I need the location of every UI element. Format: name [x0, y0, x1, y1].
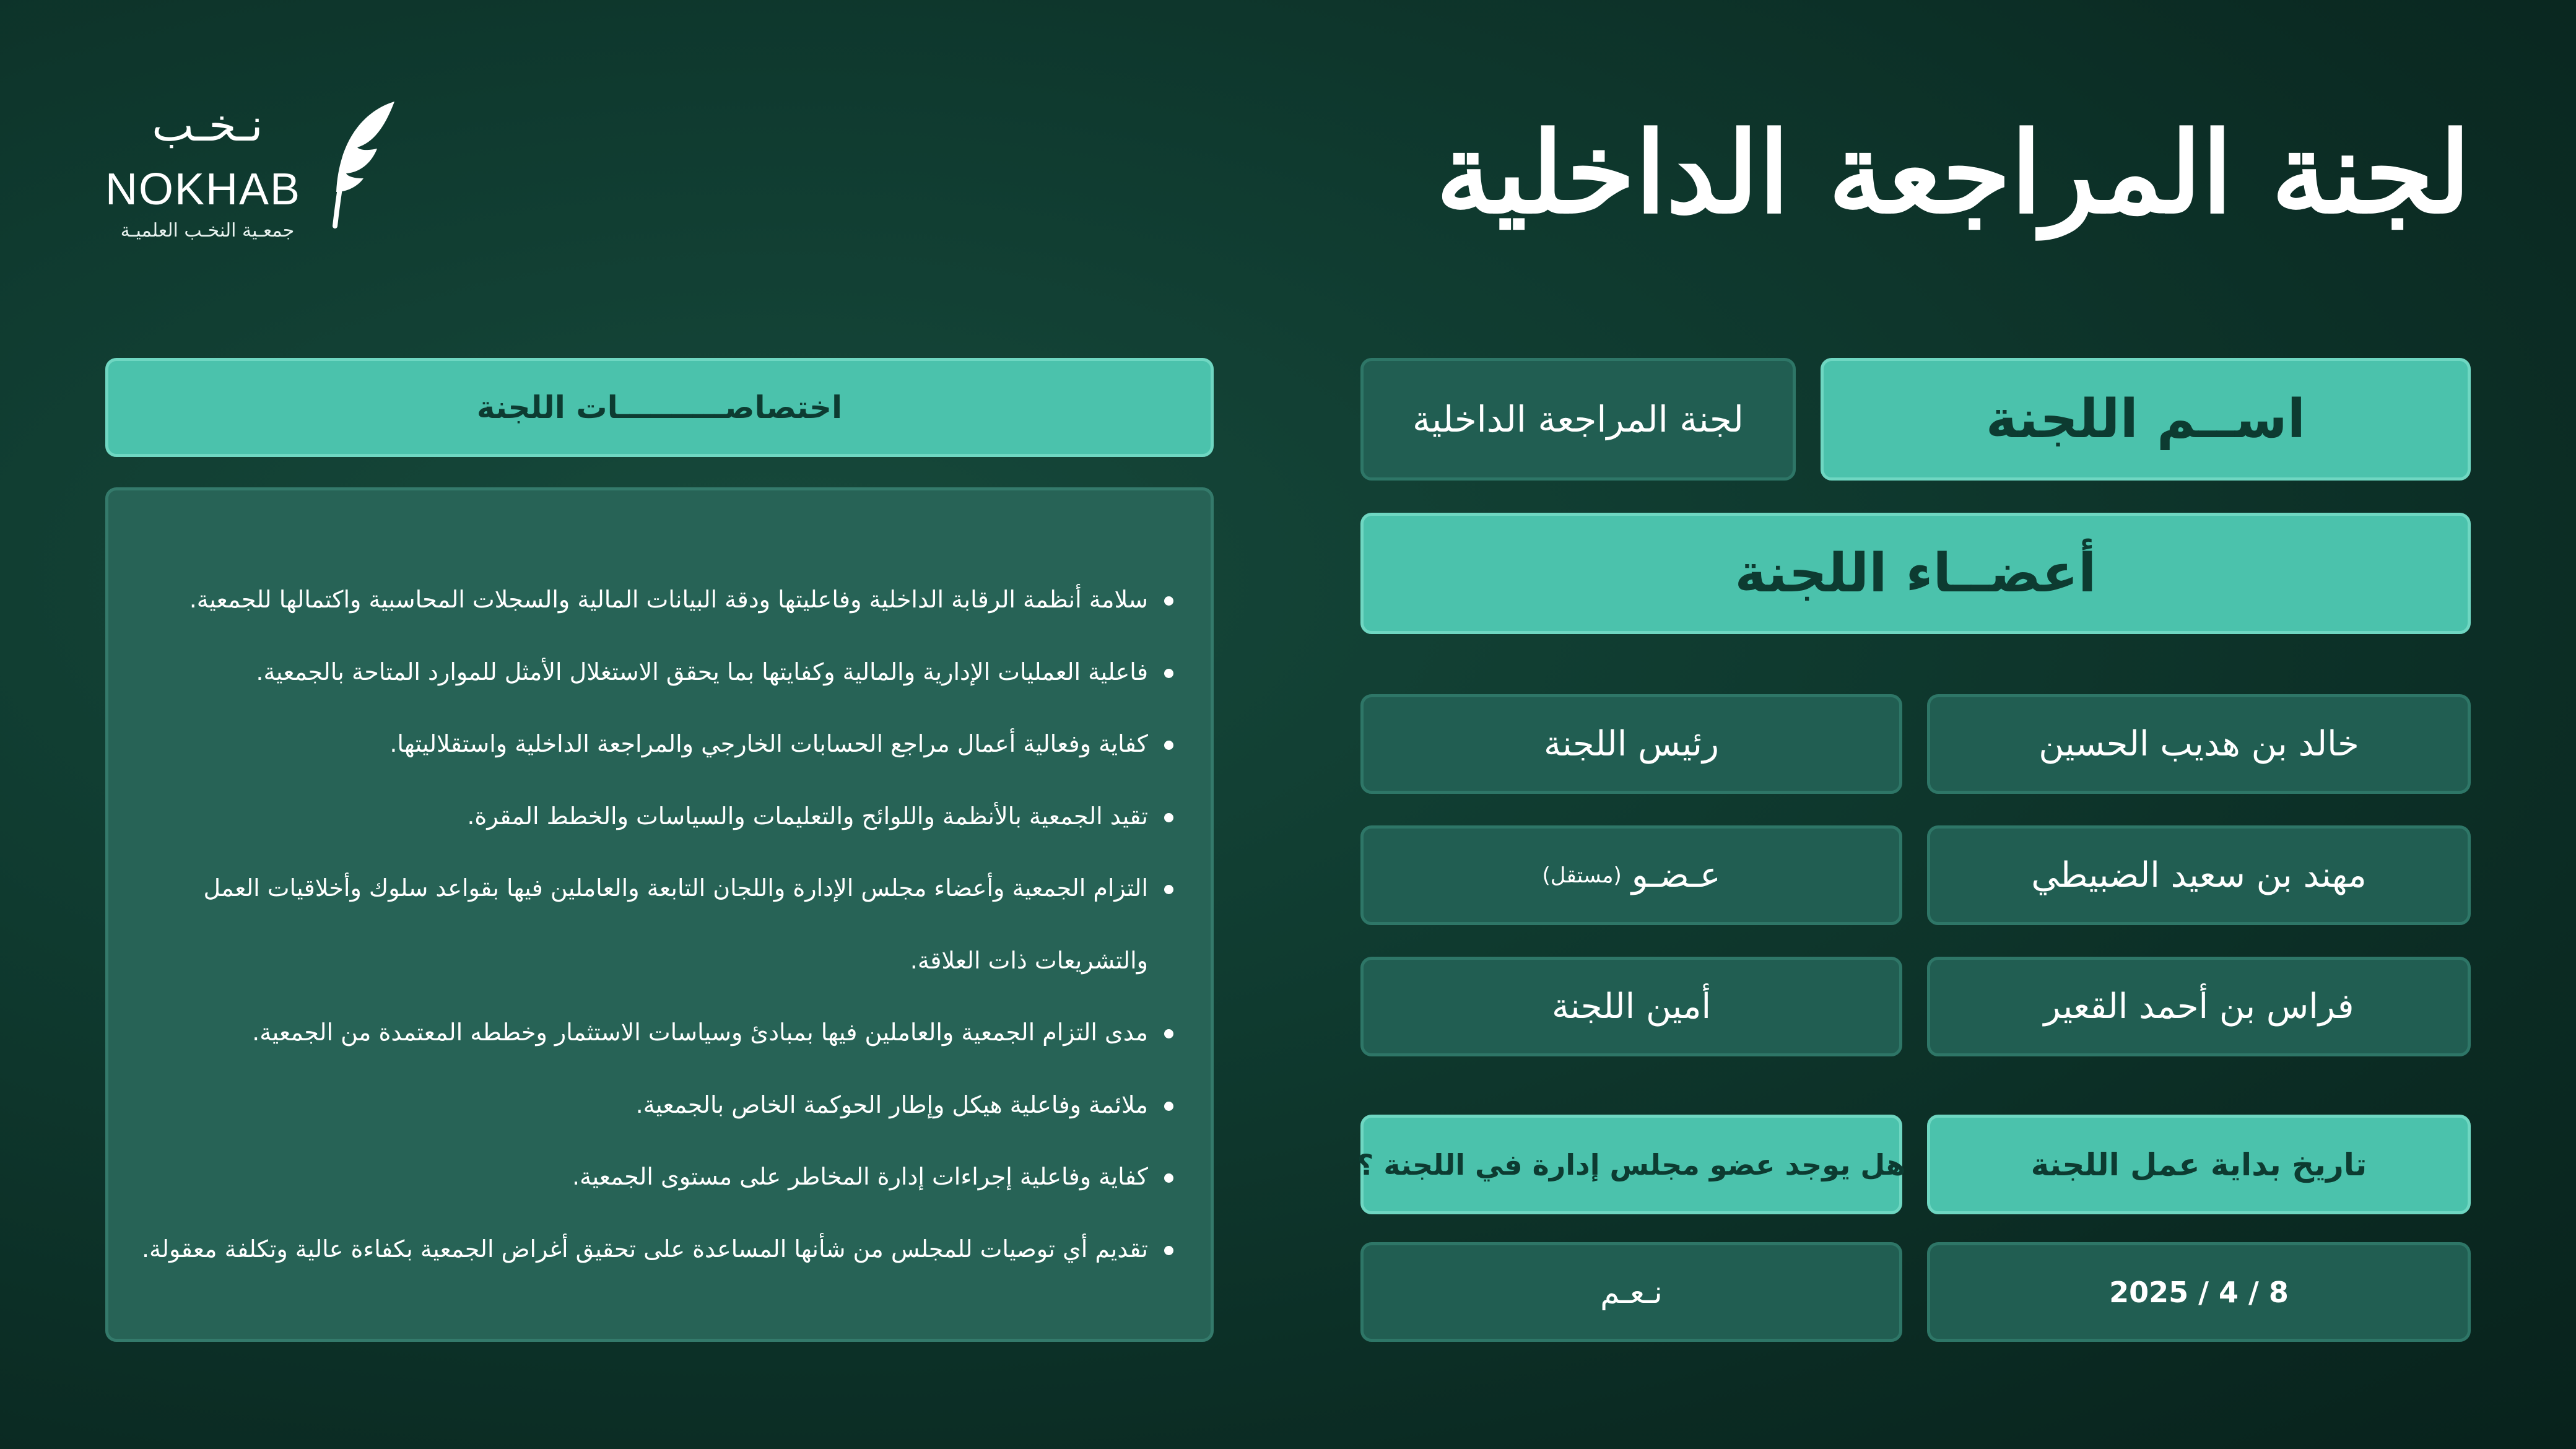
board-member-answer: نـعـم — [1360, 1242, 1902, 1342]
start-date-value: 2025 / 4 / 8 — [1927, 1242, 2471, 1342]
competency-item-3 — [142, 708, 1173, 780]
competency-text-4: تقيد الجمعية بالأنظمة واللوائح والتعليمات والسياسات والخطط المقرة. — [467, 802, 1148, 830]
member-role-2-text: عـضـو — [1631, 855, 1721, 895]
members-heading: أعضــاء اللجنة — [1360, 513, 2471, 634]
logo-arabic-text: نـخـب — [152, 99, 263, 151]
logo-english-text: NOKHAB — [105, 165, 302, 214]
competency-item-5 — [142, 852, 1173, 925]
competency-text-6: مدى التزام الجمعية والعاملين فيها بمبادئ وسياسات الاستثمار وخططه المعتمدة من الجمعية. — [252, 1019, 1148, 1046]
feather-icon — [325, 99, 399, 229]
competency-item-9 — [142, 1213, 1173, 1286]
competency-text-7: ملائمة وفاعلية هيكل وإطار الحوكمة الخاص بالجمعية. — [635, 1090, 1148, 1118]
bullet-icon — [1164, 885, 1173, 894]
competency-item-7 — [142, 1069, 1173, 1141]
page-title: لجنة المراجعة الداخلية — [1435, 108, 2471, 238]
competency-item-4 — [142, 780, 1173, 853]
logo-subtitle: جمعـية النخـب العلميـة — [120, 220, 295, 242]
competency-item-8 — [142, 1141, 1173, 1213]
member-name-3: فراس بن أحمد القعير — [1927, 957, 2471, 1056]
bullet-icon — [1164, 1173, 1173, 1183]
bullet-icon — [1164, 813, 1173, 822]
competency-text-2: فاعلية العمليات الإدارية والمالية وكفايتها بما يحقق الاستغلال الأمثل للموارد المتاحة بالجمعية. — [256, 658, 1148, 685]
competency-item-6 — [142, 996, 1173, 1069]
competency-item-2 — [142, 636, 1173, 708]
competency-item-1 — [142, 564, 1173, 636]
competency-text-1: سلامة أنظمة الرقابة الداخلية وفاعليتها ودقة البيانات المالية والسجلات المحاسبية واكتمالها للجمعية. — [189, 586, 1148, 613]
committee-name-value: لجنة المراجعة الداخلية — [1360, 358, 1796, 481]
bullet-icon — [1164, 1029, 1173, 1038]
member-name-1: خالد بن هديب الحسين — [1927, 694, 2471, 794]
committee-name-label: اســم اللجنة — [1821, 358, 2471, 481]
competency-item-5-cont — [142, 925, 1173, 997]
nokhab-logo — [105, 99, 415, 254]
competency-text-8: كفاية وفاعلية إجراءات إدارة المخاطر على مستوى الجمعية. — [572, 1163, 1148, 1190]
competencies-panel — [105, 487, 1214, 1342]
competency-text-3: كفاية وفعالية أعمال مراجع الحسابات الخارجي والمراجعة الداخلية واستقلاليتها. — [389, 730, 1148, 757]
start-date-label: تاريخ بداية عمل اللجنة — [1927, 1115, 2471, 1214]
member-role-1: رئيس اللجنة — [1360, 694, 1902, 794]
competencies-heading: اختصاصــــــــــات اللجنة — [105, 358, 1214, 457]
bullet-icon — [1164, 1102, 1173, 1111]
competency-text-5-cont: والتشريعات ذات العلاقة. — [910, 946, 1148, 974]
member-role-2-note: (مستقل) — [1542, 863, 1622, 888]
competencies-list — [142, 564, 1173, 1285]
bullet-icon — [1164, 596, 1173, 606]
competency-text-5: التزام الجمعية وأعضاء مجلس الإدارة واللجان التابعة والعاملين فيها بقواعد سلوك وأخلاقيات العمل — [203, 874, 1148, 902]
competency-text-9: تقديم أي توصيات للمجلس من شأنها المساعدة على تحقيق أغراض الجمعية بكفاءة عالية وتكلفة معقولة. — [141, 1235, 1148, 1263]
member-role-3: أمين اللجنة — [1360, 957, 1902, 1056]
bullet-icon — [1164, 669, 1173, 678]
board-member-question: هل يوجد عضو مجلس إدارة في اللجنة ؟ — [1360, 1115, 1902, 1214]
member-role-2 — [1360, 825, 1902, 925]
member-name-2: مهند بن سعيد الضبيطي — [1927, 825, 2471, 925]
bullet-icon — [1164, 1246, 1173, 1255]
bullet-icon — [1164, 741, 1173, 750]
